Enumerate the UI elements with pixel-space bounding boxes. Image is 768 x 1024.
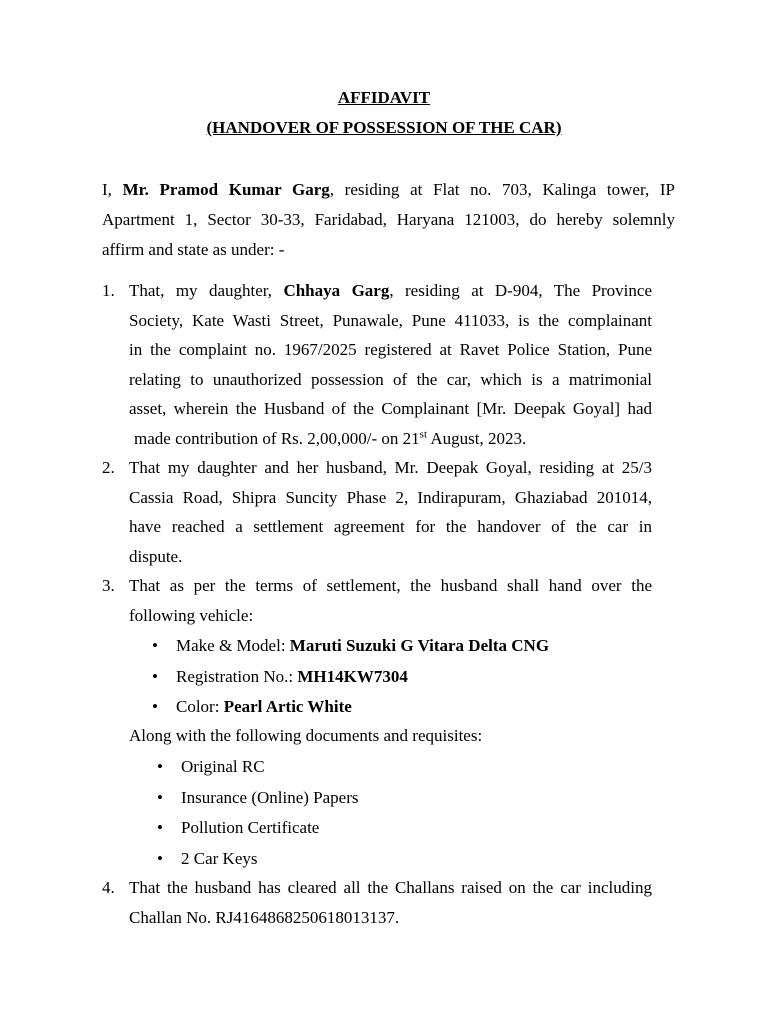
item-2-line: have reached a settlement agreement for the handover of the car in	[129, 517, 652, 537]
item-2-paragraph	[129, 453, 652, 571]
bullet-icon: •	[157, 818, 163, 837]
item-4-line: Challan No. RJ4164868250618013137.	[129, 907, 400, 927]
bullet-icon: •	[157, 757, 163, 776]
bullet-icon: •	[157, 787, 163, 807]
document-subtitle: (HANDOVER OF POSSESSION OF THE CAR)	[206, 118, 562, 137]
item-number-3: 3.	[102, 576, 115, 595]
item-2-line: dispute.	[129, 546, 183, 566]
item-1-line: asset, wherein the Husband of the Complainant [Mr. Deepak Goyal] had	[129, 399, 652, 419]
documents-intro-line: Along with the following documents and requisites:	[129, 726, 483, 745]
intro-line-1: I, Mr. Pramod Kumar Garg, residing at Flat no. 703, Kalinga tower, IP	[102, 180, 675, 199]
item-1-line: That, my daughter, Chhaya Garg, residing at D-904, The Province	[129, 281, 652, 300]
list-item: • Original RC	[155, 752, 359, 783]
documents-intro	[129, 721, 652, 751]
documents-list	[155, 752, 359, 874]
item-1-line: Society, Kate Wasti Street, Punawale, Pune 411033, is the complainant	[129, 310, 652, 330]
bullet-icon: •	[152, 666, 158, 686]
item-2-line: That my daughter and her husband, Mr. Deepak Goyal, residing at 25/3	[129, 458, 652, 477]
item-1-line: relating to unauthorized possession of the car, which is a matrimonial	[129, 369, 652, 389]
deponent-name: Mr. Pramod Kumar Garg	[122, 180, 330, 199]
item-number-2: 2.	[102, 458, 115, 477]
vehicle-details-list	[150, 631, 549, 723]
document-title: AFFIDAVIT	[337, 88, 431, 107]
complainant-name: Chhaya Garg	[283, 281, 390, 300]
list-item: • Pollution Certificate	[155, 813, 359, 844]
item-3-paragraph	[129, 571, 652, 630]
intro-line-3: affirm and state as under: -	[102, 240, 285, 259]
item-3-line: That as per the terms of settlement, the husband shall hand over the	[129, 576, 652, 595]
item-3-line: following vehicle:	[129, 605, 254, 625]
item-1-paragraph	[129, 276, 652, 454]
item-2-line: Cassia Road, Shipra Suncity Phase 2, Indirapuram, Ghaziabad 201014,	[129, 487, 652, 507]
bullet-icon: •	[152, 636, 158, 655]
item-4-paragraph	[129, 873, 652, 932]
item-number-1: 1.	[102, 281, 115, 300]
bullet-icon: •	[157, 848, 163, 868]
vehicle-model: Maruti Suzuki G Vitara Delta CNG	[289, 636, 550, 655]
vehicle-registration: MH14KW7304	[297, 666, 408, 686]
item-4-line: That the husband has cleared all the Challans raised on the car including	[129, 878, 652, 897]
list-item: • Color: Pearl Artic White	[150, 692, 549, 723]
intro-line-2: Apartment 1, Sector 30-33, Faridabad, Haryana 121003, do hereby solemnly	[102, 210, 675, 229]
list-item: • 2 Car Keys	[155, 844, 359, 875]
item-number-4: 4.	[102, 878, 115, 897]
intro-paragraph	[102, 175, 675, 265]
item-1-line: in the complaint no. 1967/2025 registered at Ravet Police Station, Pune	[129, 340, 652, 360]
list-item: • Registration No.: MH14KW7304	[150, 662, 549, 693]
list-item: • Make & Model: Maruti Suzuki G Vitara Delta CNG	[150, 631, 549, 662]
vehicle-color: Pearl Artic White	[223, 697, 352, 716]
bullet-icon: •	[152, 697, 158, 716]
list-item: • Insurance (Online) Papers	[155, 783, 359, 814]
item-1-line: made contribution of Rs. 2,00,000/- on 21st August, 2023.	[134, 428, 527, 448]
